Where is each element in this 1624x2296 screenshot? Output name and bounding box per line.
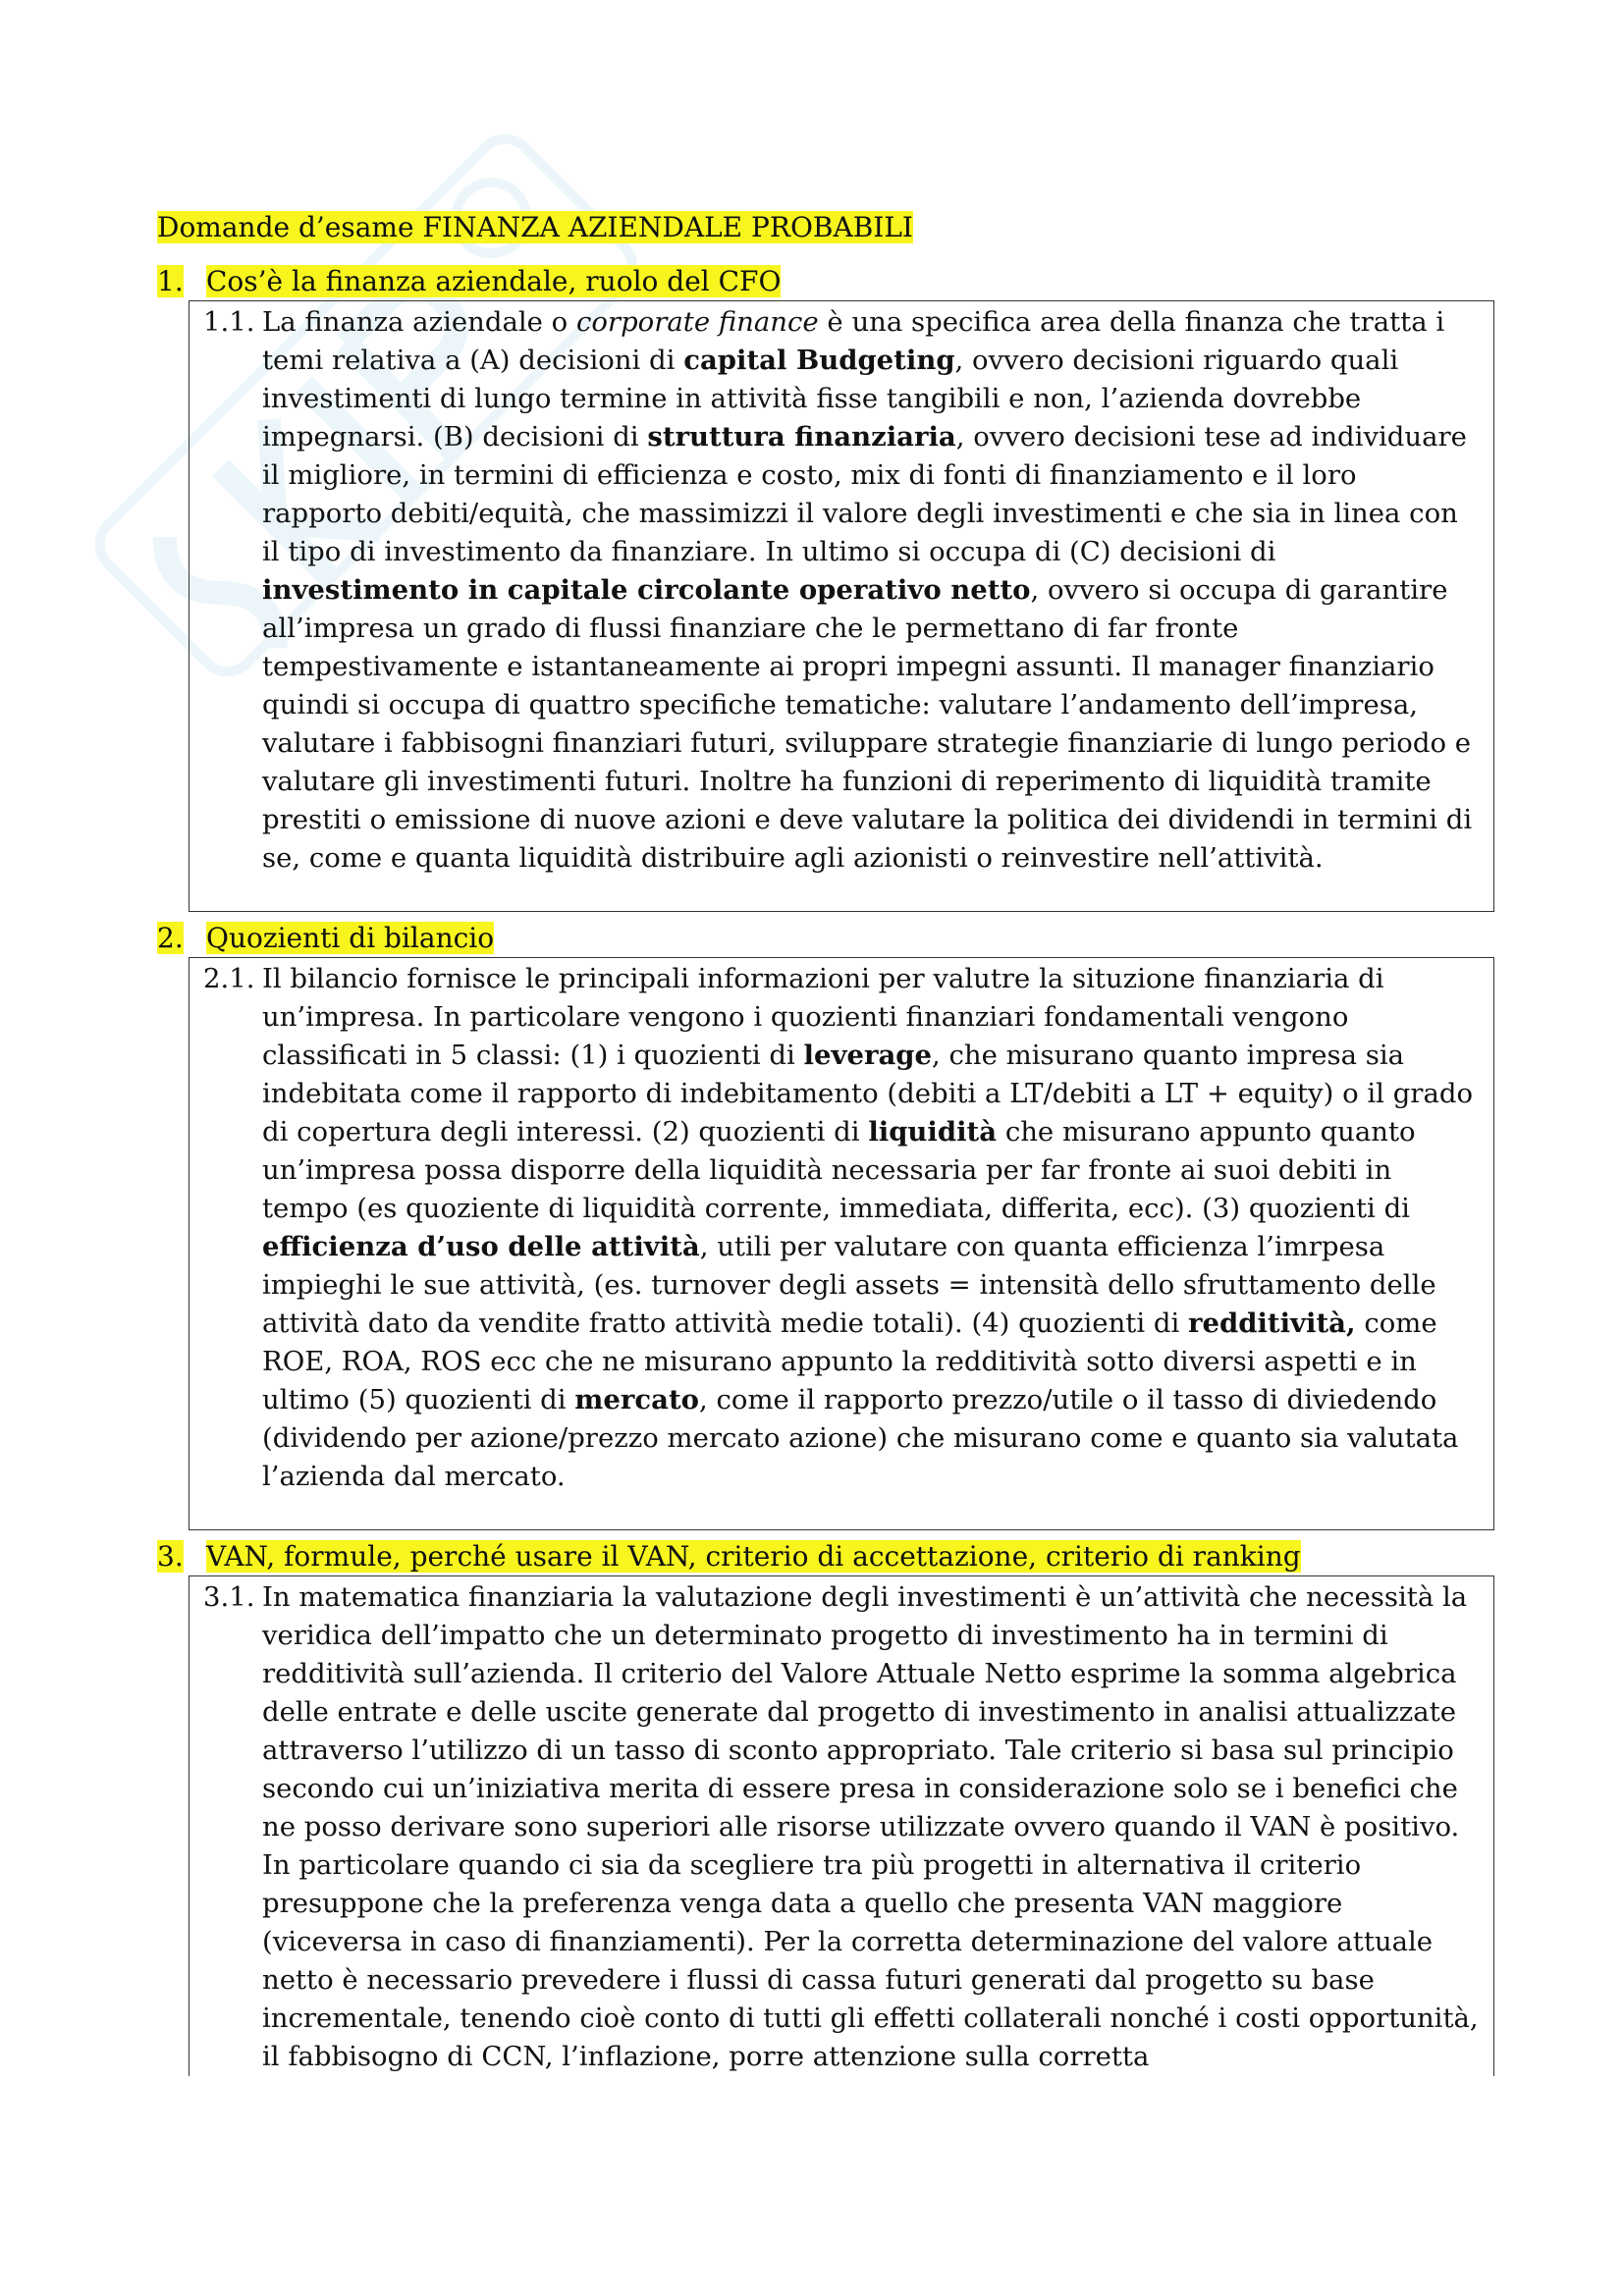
answer-paragraph (203, 303, 1480, 878)
text-run: , utili per valutare con quanta efficienza l’imrpesa impieghi le sue attività, (es. turnover degli assets = intensità dello sfruttamento delle attività dato da vendite fratto attività medie totali). (4) quozienti di (262, 1231, 1436, 1339)
section-title: VAN, formule, perché usare il VAN, criterio di accettazione, criterio di ranking (206, 1540, 1301, 1573)
section-title: Quozienti di bilancio (206, 922, 495, 954)
text-run: Il bilancio fornisce le principali informazioni per valutre la situzione finanziaria di un’impresa. In particolare vengono i quozienti finanziari fondamentali vengono classificati in 5 classi: (1) i quozienti di (262, 963, 1384, 1071)
answer-text (262, 303, 1480, 878)
bold-term: redditività, (1188, 1308, 1356, 1339)
answer-paragraph (203, 960, 1480, 1496)
answer-text (262, 960, 1480, 1496)
answer-box (189, 957, 1494, 1530)
section-heading (157, 1538, 1512, 1575)
section-number: 2. (157, 922, 184, 954)
sections-list (157, 263, 1512, 2076)
bold-term: leverage (803, 1040, 932, 1071)
answer-number: 3.1. (203, 1581, 255, 1613)
section-number: 1. (157, 265, 184, 297)
text-run: La finanza aziendale o (262, 306, 576, 338)
section-heading (157, 920, 1512, 957)
bold-term: efficienza d’uso delle attività (262, 1231, 700, 1262)
text-run: come ROE, ROA, ROS ecc che ne misurano appunto la redditività sotto diversi aspetti e in ultimo (5) quozienti di (262, 1308, 1437, 1415)
text-run: , ovvero si occupa di garantire all’impresa un grado di flussi finanziare che le permettano di far fronte tempestivamente e istantaneamente ai propri impegni assunti. Il manager finanziario quindi si occupa di quattro specifiche tematiche: valutare l’andamento dell’impresa, valutare i fabbisogni finanziari futuri, sviluppare strategie finanziarie di lungo periodo e valutare gli investimenti futuri. Inoltre ha funzioni di reperimento di liquidità tramite prestiti o emissione di nuove azioni e deve valutare la politica dei dividendi in termini di se, come e quanta liquidità distribuire agli azionisti o reinvestire nell’attività. (262, 574, 1473, 874)
bold-term: mercato (574, 1384, 699, 1415)
answer-box (189, 300, 1494, 912)
answer-number: 1.1. (203, 306, 255, 338)
section-heading (157, 263, 1512, 300)
section-number: 3. (157, 1540, 184, 1573)
text-run: che misurano appunto quanto un’impresa possa disporre della liquidità necessaria per far fronte ai suoi debiti in tempo (es quoziente di liquidità corrente, immediata, differita, ecc). (3) quozienti di (262, 1116, 1416, 1224)
text-run: , come il rapporto prezzo/utile o il tasso di diviedendo (dividendo per azione/prezzo mercato azione) che misurano come e quanto sia valutata l’azienda dal mercato. (262, 1384, 1459, 1492)
italic-term: corporate finance (575, 306, 819, 338)
text-run: , che misurano quanto impresa sia indebitata come il rapporto di indebitamento (debiti a LT/debiti a LT + equity) o il grado di copertura degli interessi. (2) quozienti di (262, 1040, 1474, 1148)
document-title: Domande d’esame FINANZA AZIENDALE PROBABILI (157, 211, 913, 243)
answer-text (262, 1578, 1480, 2076)
bold-term: liquidità (868, 1116, 998, 1148)
answer-number: 2.1. (203, 963, 255, 994)
answer-paragraph (203, 1578, 1480, 2076)
answer-box (189, 1575, 1494, 2076)
bold-term: investimento in capitale circolante operativo netto (262, 574, 1031, 606)
document-page (157, 208, 1512, 2084)
text-run: In matematica finanziaria la valutazione degli investimenti è un’attività che necessità la veridica dell’impatto che un determinato progetto di investimento ha in termini di redditività sull’azienda. Il criterio del Valore Attuale Netto esprime la somma algebrica delle entrate e delle uscite generate dal progetto di investimento in analisi attualizzate attraverso l’utilizzo di un tasso di sconto appropriato. Tale criterio si basa sul principio secondo cui un’iniziativa merita di essere presa in considerazione solo se i benefici che ne posso derivare sono superiori alle risorse utilizzate ovvero quando il VAN è positivo. In particolare quando ci sia da scegliere tra più progetti in alternativa il criterio presuppone che la preferenza venga data a quello che presenta VAN maggiore (viceversa in caso di finanziamenti). Per la corretta determinazione del valore attuale netto è necessario prevedere i flussi di cassa futuri generati dal progetto su base incrementale, tenendo cioè conto di tutti gli effetti collaterali nonché i costi opportunità, il fabbisogno di CCN, l’inflazione, porre attenzione sulla corretta (262, 1581, 1479, 2072)
bold-term: capital Budgeting (683, 345, 955, 376)
section-title: Cos’è la finanza aziendale, ruolo del CFO (206, 265, 782, 297)
text-run: , ovvero decisioni tese ad individuare il migliore, in termini di efficienza e costo, mix di fonti di finanziamento e il loro rapporto debiti/equità, che massimizzi il valore degli investimenti e che sia in linea con il tipo di investimento da finanziare. In ultimo si occupa di (C) decisioni di (262, 421, 1467, 567)
bold-term: struttura finanziaria (647, 421, 956, 453)
text-run: è una specifica area della finanza che tratta i temi relativa a (A) decisioni di (262, 306, 1445, 376)
text-run: , ovvero decisioni riguardo quali investimenti di lungo termine in attività fisse tangibili e non, l’azienda dovrebbe impegnarsi. (B) decisioni di (262, 345, 1399, 453)
